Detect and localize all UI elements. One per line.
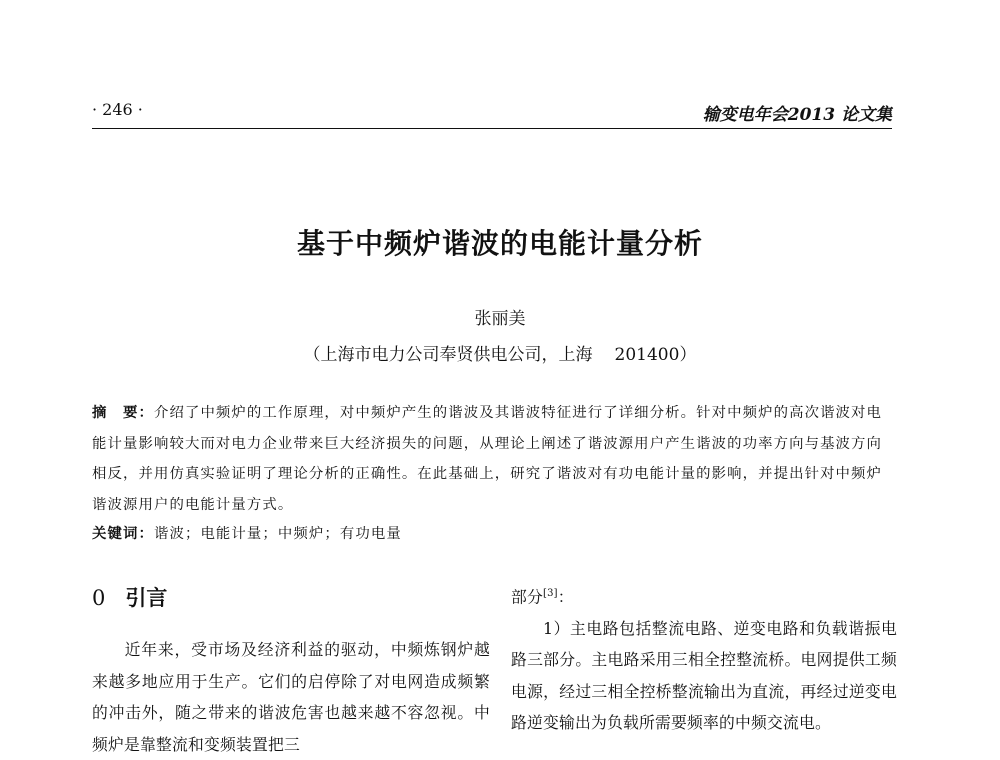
left-column — [92, 582, 490, 760]
main-circuit-paragraph — [511, 613, 897, 739]
citation: [3] — [543, 588, 558, 599]
right-line1-text: 部分 — [511, 587, 543, 607]
affiliation — [0, 340, 1000, 365]
abstract-label: 摘 要： — [92, 405, 154, 421]
right-first-line — [511, 578, 897, 613]
author-name: 张丽美 — [474, 309, 526, 329]
header-rule — [92, 128, 892, 129]
keywords-text: 谐波；电能计量；中频炉；有功电量 — [153, 526, 402, 542]
intro-text: 近年来，受市场及经济利益的驱动，中频炼钢炉越来越多地应用于生产。它们的启停除了对电网造成频繁的冲击外，随之带来的谐波危害也越来越不容忽视。中频炉是靠整流和变频装置把三 — [92, 640, 490, 754]
journal-name: 输变电年会2013 论文集 — [702, 105, 892, 125]
affiliation-org: （上海市电力公司奉贤供电公司，上海 — [303, 345, 593, 365]
section-heading — [92, 582, 490, 612]
intro-paragraph — [92, 634, 490, 760]
affiliation-postcode: 201400） — [614, 345, 697, 365]
section-title: 引言 — [125, 586, 168, 610]
paper-title: 基于中频炉谐波的电能计量分析 — [296, 227, 703, 260]
right-column — [511, 578, 897, 739]
section-number: 0 — [92, 586, 106, 610]
main-circuit-text: 1）主电路包括整流电路、逆变电路和负载谐振电路三部分。主电路采用三相全控整流桥。电网提供工频电源，经过三相全控桥整流输出为直流，再经过逆变电路逆变输出为负载所需要频率的中频交流电。 — [511, 618, 897, 733]
keywords — [92, 520, 897, 548]
keywords-label: 关键词： — [92, 526, 154, 542]
page-number: · 246 · — [92, 100, 143, 119]
right-line1-end: ： — [557, 587, 574, 607]
abstract-text: 介绍了中频炉的工作原理，对中频炉产生的谐波及其谐波特征进行了详细分析。针对中频炉的高次谐波对电能计量影响较大而对电力企业带来巨大经济损失的问题，从理论上阐述了谐波源用户产生谐波的功率方向与基波方向相反，并用仿真实验证明了理论分析的正确性。在此基础上，研究了谐波对有功电能计量的影响，并提出针对中频炉谐波源用户的电能计量方式。 — [92, 405, 883, 513]
abstract — [92, 398, 897, 520]
